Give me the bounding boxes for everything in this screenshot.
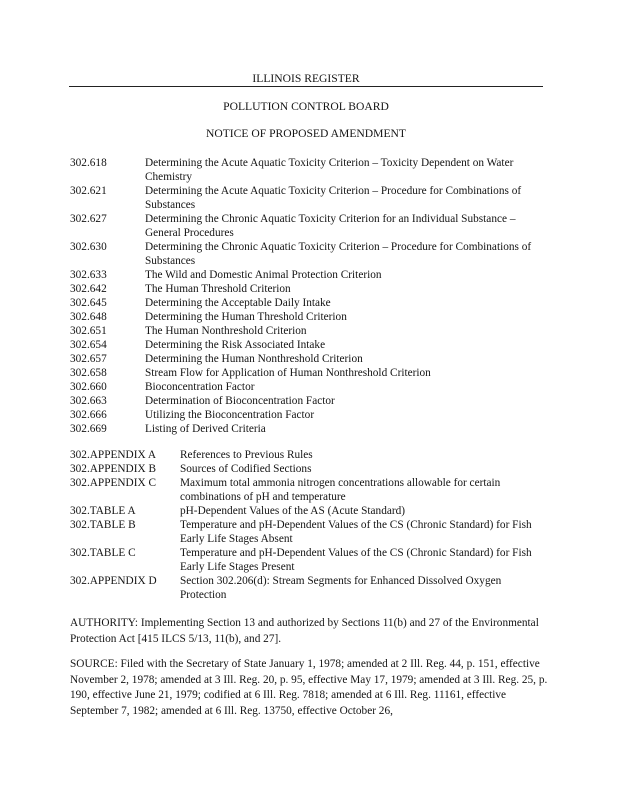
appendix-number: 302.APPENDIX C: [70, 477, 156, 489]
section-title: Determining the Human Nonthreshold Criterion: [145, 353, 363, 365]
notice-title: NOTICE OF PROPOSED AMENDMENT: [205, 127, 406, 140]
section-title: Determining the Acute Aquatic Toxicity Criterion – Procedure for Combinations of Substances: [145, 185, 522, 211]
board-title: POLLUTION CONTROL BOARD: [223, 100, 389, 113]
appendix-number: 302.APPENDIX D: [70, 575, 157, 587]
appendix-title: Section 302.206(d): Stream Segments for Enhanced Dissolved Oxygen Protection: [180, 575, 502, 601]
section-title: Determining the Chronic Aquatic Toxicity Criterion for an Individual Substance – General Procedures: [145, 213, 516, 239]
section-number: 302.660: [70, 381, 107, 393]
appendix-title: Temperature and pH-Dependent Values of the CS (Chronic Standard) for Fish Early Life Stages Present: [180, 547, 532, 573]
section-title: Bioconcentration Factor: [145, 381, 255, 393]
section-title: Determining the Risk Associated Intake: [145, 339, 326, 351]
section-title: The Human Threshold Criterion: [145, 283, 291, 295]
header-rule: [69, 86, 543, 87]
appendix-title: References to Previous Rules: [180, 449, 313, 461]
section-number: 302.621: [70, 185, 107, 197]
section-title: Determining the Human Threshold Criterion: [145, 311, 347, 323]
appendix-number: 302.TABLE A: [70, 505, 136, 517]
section-number: 302.648: [70, 311, 107, 323]
register-header: ILLINOIS REGISTER: [252, 72, 360, 85]
section-number: 302.657: [70, 353, 107, 365]
section-number: 302.654: [70, 339, 107, 351]
authority-paragraph: AUTHORITY: Implementing Section 13 and authorized by Sections 11(b) and 27 of the Environmental Protection Act [415 ILCS 5/13, 11(b), and 27].: [70, 617, 539, 645]
section-number: 302.663: [70, 395, 107, 407]
section-title: Listing of Derived Criteria: [145, 423, 266, 435]
section-number: 302.630: [70, 241, 107, 253]
section-number: 302.633: [70, 269, 107, 281]
appendix-title: Sources of Codified Sections: [180, 463, 312, 475]
section-title: Stream Flow for Application of Human Nonthreshold Criterion: [145, 367, 431, 379]
source-paragraph: SOURCE: Filed with the Secretary of State January 1, 1978; amended at 2 Ill. Reg. 44, p. 151, effective November 2, 1978; amended at 3 Ill. Reg. 20, p. 95, effective May 17, 1979; amended at 3 Ill. Reg. 25, p. 190, effective June 21, 1979; codified at 6 Ill. Reg. 7818; amended at 6 Ill. Reg. 11161, effective September 7, 1982; amended at 6 Ill. Reg. 13750, effective October 26,: [70, 658, 548, 717]
section-number: 302.651: [70, 325, 107, 337]
appendix-number: 302.TABLE B: [70, 519, 136, 531]
section-number: 302.645: [70, 297, 107, 309]
section-title: Determination of Bioconcentration Factor: [145, 395, 335, 407]
appendix-title: Maximum total ammonia nitrogen concentrations allowable for certain combinations of pH and temperature: [180, 477, 501, 503]
section-number: 302.666: [70, 409, 107, 421]
section-title: Determining the Acute Aquatic Toxicity Criterion – Toxicity Dependent on Water Chemistry: [145, 157, 514, 183]
appendix-number: 302.APPENDIX A: [70, 449, 156, 461]
appendix-number: 302.APPENDIX B: [70, 463, 156, 475]
section-number: 302.658: [70, 367, 107, 379]
section-title: The Wild and Domestic Animal Protection Criterion: [145, 269, 382, 281]
appendix-title: pH-Dependent Values of the AS (Acute Standard): [180, 505, 406, 517]
section-title: Determining the Chronic Aquatic Toxicity Criterion – Procedure for Combinations of Substances: [145, 241, 532, 267]
section-number: 302.669: [70, 423, 107, 435]
appendix-title: Temperature and pH-Dependent Values of the CS (Chronic Standard) for Fish Early Life Stages Absent: [180, 519, 532, 545]
section-title: The Human Nonthreshold Criterion: [145, 325, 307, 337]
section-number: 302.642: [70, 283, 107, 295]
section-number: 302.627: [70, 213, 107, 225]
section-number: 302.618: [70, 157, 107, 169]
appendix-number: 302.TABLE C: [70, 547, 136, 559]
section-title: Utilizing the Bioconcentration Factor: [145, 409, 315, 421]
section-title: Determining the Acceptable Daily Intake: [145, 297, 331, 309]
